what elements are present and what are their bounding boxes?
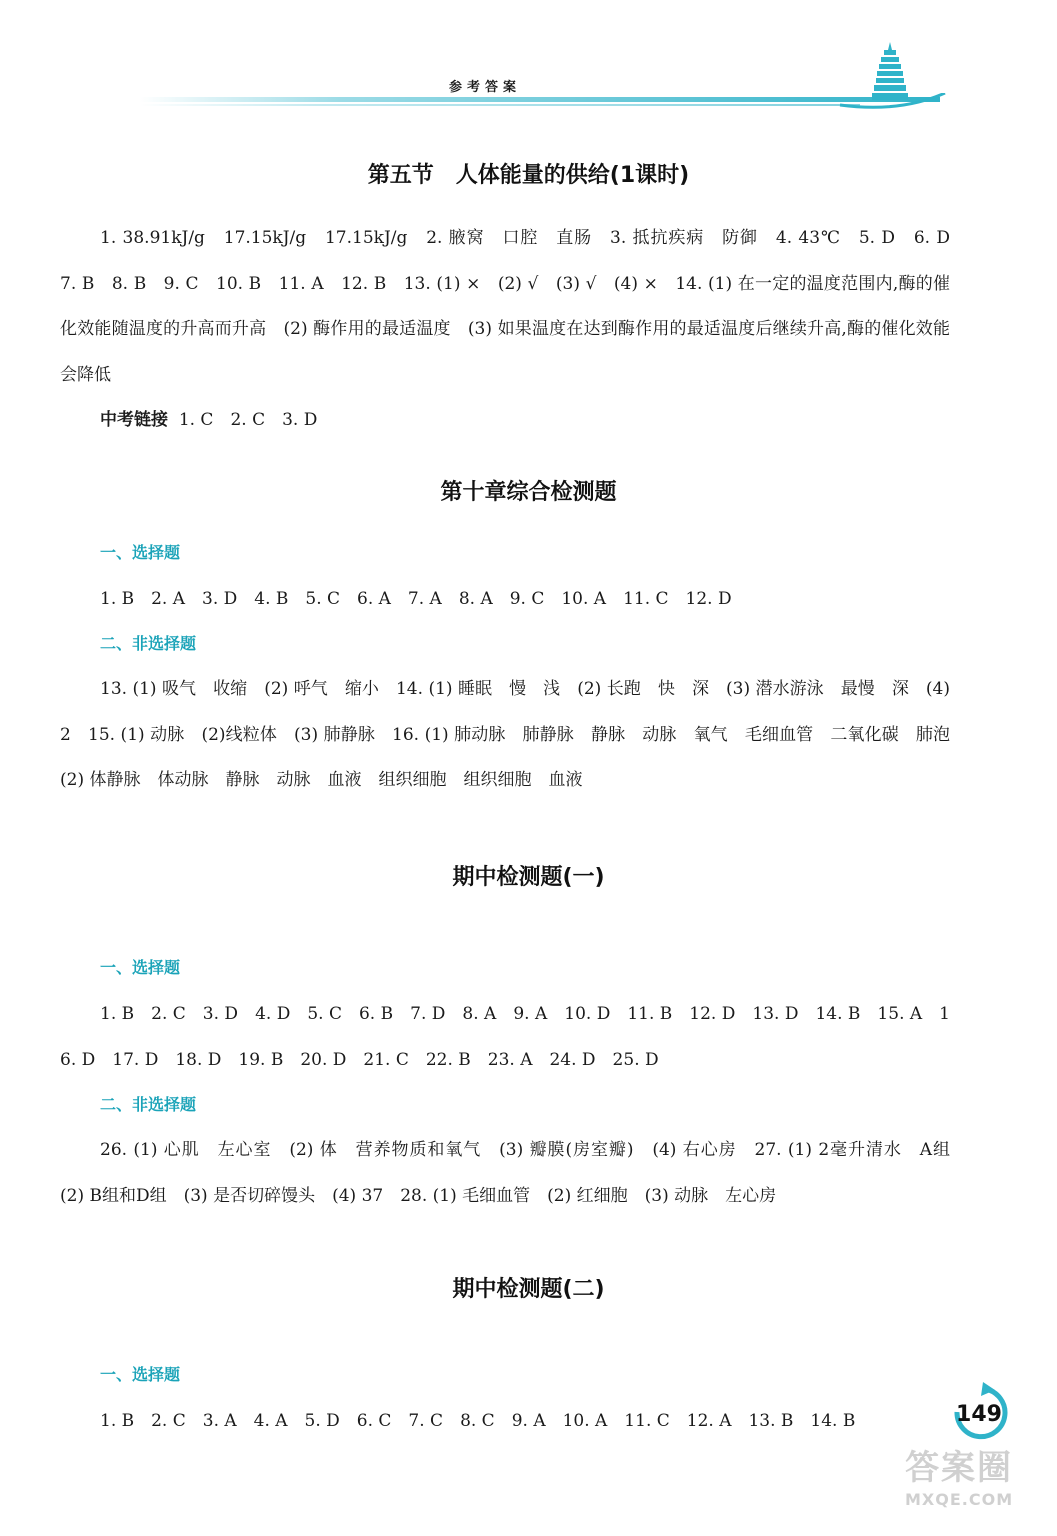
page-header — [0, 0, 1057, 120]
header-title: 参考答案 — [448, 80, 521, 95]
section-title-midterm2: 期中检测题(二) — [452, 1277, 605, 1302]
choice-label: 一、选择题 — [100, 1365, 181, 1384]
pagoda-icon — [868, 42, 912, 106]
choice-label: 一、选择题 — [100, 958, 181, 977]
midterm1-choice-answers: 1. B 2. C 3. D 4. D 5. C 6. B 7. D 8. A 9. A 10. D 11. B 12. D 13. D 14. B 15. A 16. D 17. D 18. D 19. B 20. D 21. C 22. B 23. A 24. D 25. D — [60, 1004, 950, 1070]
midterm2-choice-answers: 1. B 2. C 3. A 4. A 5. D 6. C 7. C 8. C 9. A 10. A 11. C 12. A 13. B 14. B — [100, 1411, 856, 1431]
midterm1-nonchoice-answers: 26. (1) 心肌 左心室 (2) 体 营养物质和氧气 (3) 瓣膜(房室瓣) (4) 右心房 27. (1) 2毫升清水 A组 (2) B组和D组 (3) 是否切碎馒头 (4) 37 28. (1) 毛细血管 (2) 红细胞 (3) 动脉 左心房 — [60, 1140, 967, 1206]
section-title-midterm1: 期中检测题(一) — [452, 865, 605, 890]
section-energy-answers: 1. 38.91kJ/g 17.15kJ/g 17.15kJ/g 2. 腋窝 口腔 直肠 3. 抵抗疾病 防御 4. 43℃ 5. D 6. D 7. B 8. B 9. C 10. B 11. A 12. B 13. (1) × (2) √ (3) √ (4) × 14. (1) 在一定的温度范围内,酶的催化效能随温度的升高而升高 (2) 酶作用的最适温度 (3) 如果温度在达到酶作用的最适温度后继续升高,酶的催化效能会降低 — [60, 228, 967, 385]
watermark — [905, 1448, 1013, 1509]
section-title-chapter10: 第十章综合检测题 — [440, 480, 617, 505]
section-title-energy: 第五节 人体能量的供给(1课时) — [367, 163, 690, 188]
watermark-url: MXQE.COM — [905, 1490, 1014, 1509]
watermark-logo: 答案圈 — [905, 1448, 1014, 1488]
header-decoration-line — [140, 93, 950, 115]
chapter10-nonchoice-answers: 13. (1) 吸气 收缩 (2) 呼气 缩小 14. (1) 睡眠 慢 浅 (2) 长跑 快 深 (3) 潜水游泳 最慢 深 (4) 2 15. (1) 动脉 (2)线粒体 (3) 肺静脉 16. (1) 肺动脉 肺静脉 静脉 动脉 氧气 毛细血管 二氧化碳 肺泡 (2) 体静脉 体动脉 静脉 动脉 血液 组织细胞 组织细胞 血液 — [60, 679, 967, 790]
zhongkao-link — [100, 405, 317, 430]
chapter10-choice-answers: 1. B 2. A 3. D 4. B 5. C 6. A 7. A 8. A 9. C 10. A 11. C 12. D — [100, 589, 732, 609]
nonchoice-label: 二、非选择题 — [100, 634, 197, 653]
zhongkao-answers: 1. C 2. C 3. D — [178, 410, 318, 430]
zhongkao-label: 中考链接 — [100, 410, 168, 430]
page-number: 149 — [956, 1402, 1002, 1427]
nonchoice-label: 二、非选择题 — [100, 1095, 197, 1114]
choice-label: 一、选择题 — [100, 543, 181, 562]
